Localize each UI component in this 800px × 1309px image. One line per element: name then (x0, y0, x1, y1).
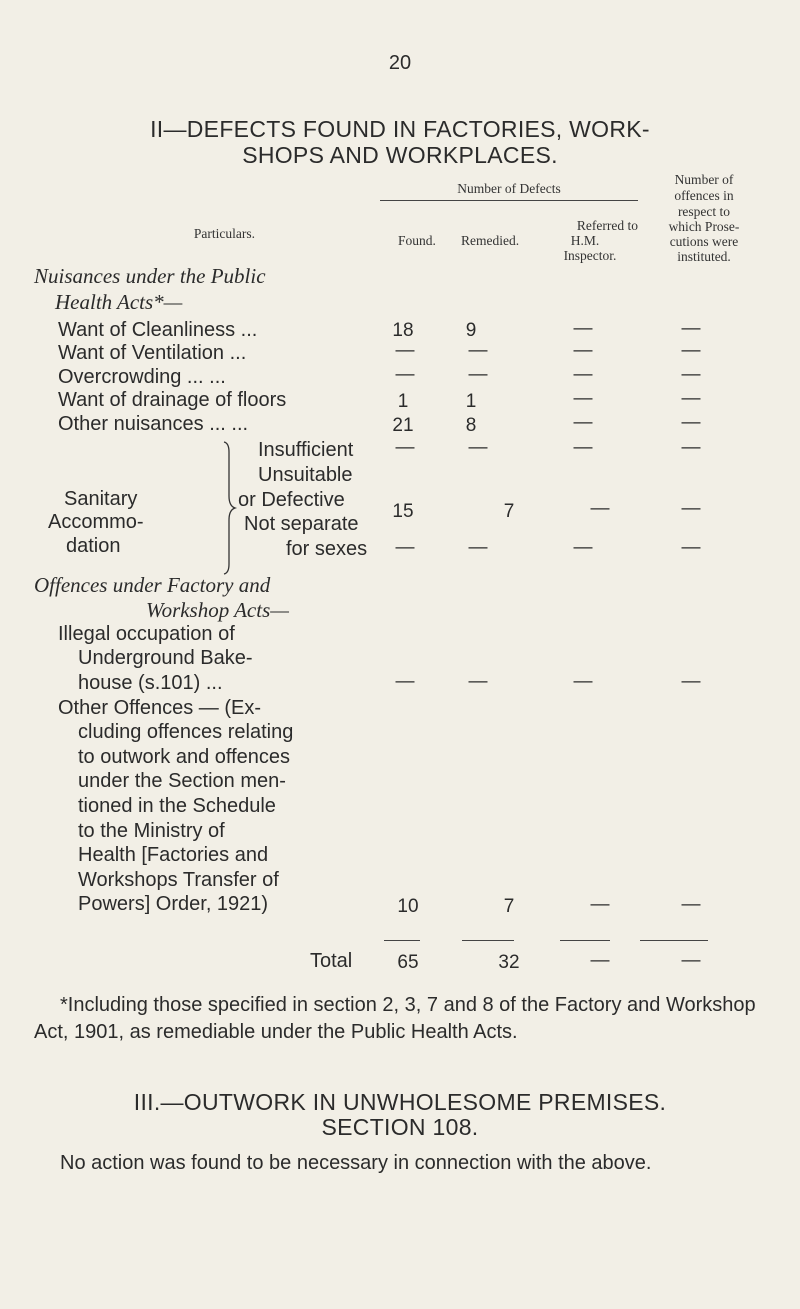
header-remedied: Remedied. (461, 233, 520, 248)
cell-referred: — (573, 388, 593, 409)
cell-remedied: — (468, 437, 488, 458)
cell-referred: — (573, 671, 593, 692)
header-offences-4: which Prose- (668, 219, 740, 234)
nuisances-heading-1: Nuisances under the Public (34, 264, 266, 288)
total-rule (384, 940, 420, 941)
cell-remedied: 7 (503, 896, 515, 917)
header-number-of-defects: Number of Defects (457, 181, 561, 196)
cell-referred: — (573, 364, 593, 385)
header-rule (380, 200, 638, 201)
sanitary-label-3: dation (66, 535, 121, 557)
cell-remedied: — (468, 537, 488, 558)
section3-body: No action was found to be necessary in connection with the above. (60, 1152, 652, 1174)
header-found: Found. (398, 233, 436, 248)
not-separate-label-1: Not separate (244, 513, 359, 535)
cell-found: 10 (397, 896, 419, 917)
cell-referred: — (573, 412, 593, 433)
other-offences-line: Health [Factories and (78, 844, 269, 866)
brace-icon (220, 440, 240, 580)
cell-prosecutions: — (681, 437, 701, 458)
cell-remedied: — (468, 340, 488, 361)
total-label: Total (310, 950, 353, 972)
cell-remedied: 9 (465, 320, 477, 341)
total-rule (462, 940, 514, 941)
section3-title-line1: III.—OUTWORK IN UNWHOLESOME PREMISES. (133, 1089, 667, 1115)
cell-found: 15 (392, 501, 414, 522)
not-separate-label-2: for sexes (286, 538, 368, 560)
total-prosecutions: — (681, 950, 701, 971)
total-found: 65 (397, 952, 419, 973)
sanitary-label-2: Accommo- (48, 511, 144, 533)
cell-referred: — (573, 318, 593, 339)
cell-remedied: — (468, 671, 488, 692)
cell-found: — (395, 671, 415, 692)
cell-found: — (395, 364, 415, 385)
cell-prosecutions: — (681, 318, 701, 339)
total-remedied: 32 (498, 952, 520, 973)
cell-found: — (395, 537, 415, 558)
cell-prosecutions: — (681, 894, 701, 915)
unsuitable-label-2: or Defective (238, 489, 345, 511)
cell-remedied: — (468, 364, 488, 385)
row-label: Want of Ventilation ... (58, 342, 247, 364)
page-number: 20 (388, 52, 412, 74)
cell-remedied: 1 (465, 391, 477, 412)
section3-title-line2: SECTION 108. (321, 1114, 479, 1140)
cell-prosecutions: — (681, 412, 701, 433)
insufficient-label: Insufficient (258, 439, 354, 461)
cell-referred: — (573, 437, 593, 458)
section-title-line2: SHOPS AND WORKPLACES. (242, 142, 558, 168)
header-referred-1: Referred to (576, 218, 638, 233)
illegal-line: Underground Bake- (78, 647, 253, 669)
cell-prosecutions: — (681, 671, 701, 692)
cell-found: 18 (392, 320, 414, 341)
offences-heading-1: Offences under Factory and (34, 573, 271, 597)
illegal-line: Illegal occupation of (58, 623, 235, 645)
header-offences-3: respect to (677, 204, 731, 219)
other-offences-line: cluding offences relating (78, 721, 294, 743)
section-title-line1: II—DEFECTS FOUND IN FACTORIES, WORK- (150, 116, 650, 142)
header-offences-2: offences in (674, 188, 734, 203)
cell-referred: — (573, 537, 593, 558)
cell-found: 21 (392, 415, 414, 436)
cell-found: — (395, 340, 415, 361)
header-referred-2: H.M. (570, 233, 600, 248)
nuisances-heading-2: Health Acts*— (55, 290, 183, 314)
header-referred-3: Inspector. (563, 248, 617, 263)
cell-remedied: 7 (503, 501, 515, 522)
total-rule (560, 940, 610, 941)
other-offences-line: Workshops Transfer of (78, 869, 279, 891)
other-offences-line: to outwork and offences (78, 746, 290, 768)
cell-prosecutions: — (681, 364, 701, 385)
other-offences-line: Powers] Order, 1921) (78, 893, 269, 915)
sanitary-label-1: Sanitary (64, 488, 138, 510)
other-offences-line: to the Ministry of (78, 820, 225, 842)
other-offences-line: tioned in the Schedule (78, 795, 276, 817)
header-offences-5: cutions were (669, 234, 739, 249)
cell-prosecutions: — (681, 498, 701, 519)
total-rule (640, 940, 708, 941)
header-offences-1: Number of (674, 172, 734, 187)
cell-remedied: 8 (465, 415, 477, 436)
row-label: Overcrowding ... ... (58, 366, 226, 388)
offences-heading-2: Workshop Acts— (146, 598, 289, 622)
header-offences-6: instituted. (677, 249, 731, 264)
total-referred: — (590, 950, 610, 971)
cell-found: — (395, 437, 415, 458)
cell-prosecutions: — (681, 537, 701, 558)
illegal-line: house (s.101) ... (78, 672, 223, 694)
footnote: *Including those specified in section 2, 3, 7 and 8 of the Factory and Workshop Act, 1901, as remediable under the Public Health Acts. (34, 994, 756, 1043)
row-label: Other nuisances ... ... (58, 413, 249, 435)
row-label: Want of Cleanliness ... (58, 319, 258, 341)
unsuitable-label-1: Unsuitable (258, 464, 353, 486)
cell-referred: — (590, 498, 610, 519)
cell-referred: — (573, 340, 593, 361)
header-particulars: Particulars. (193, 226, 255, 241)
row-label: Want of drainage of floors (58, 389, 287, 411)
cell-prosecutions: — (681, 388, 701, 409)
other-offences-line: Other Offences — (Ex- (58, 697, 262, 719)
cell-prosecutions: — (681, 340, 701, 361)
cell-referred: — (590, 894, 610, 915)
other-offences-line: under the Section men- (78, 770, 286, 792)
cell-found: 1 (397, 391, 409, 412)
